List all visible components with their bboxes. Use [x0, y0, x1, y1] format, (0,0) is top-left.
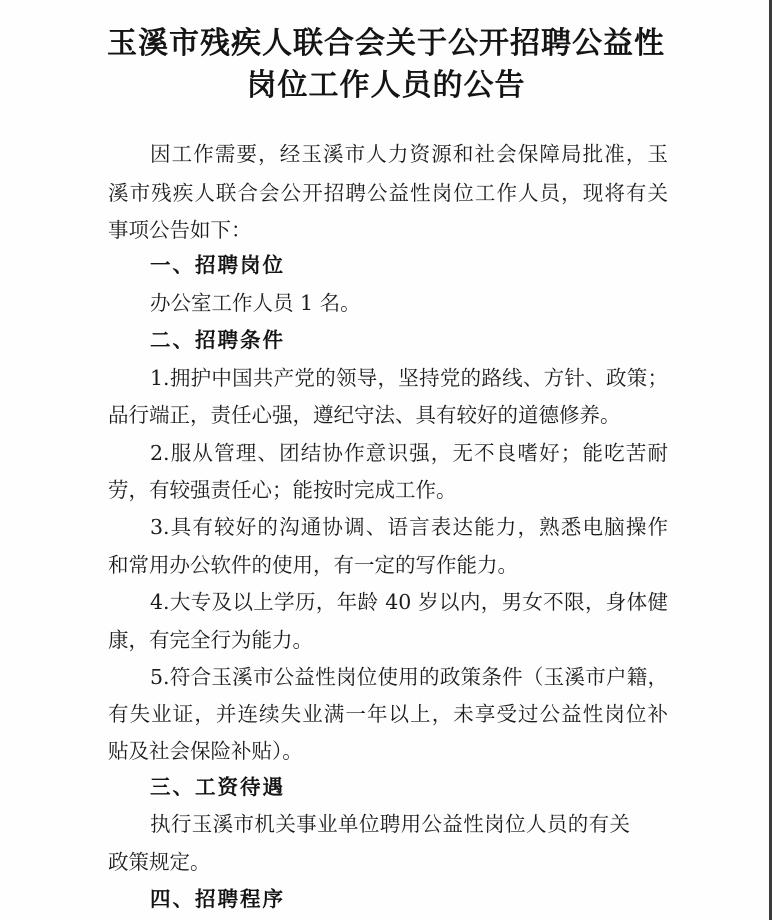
document-title-line-1: 玉溪市残疾人联合会关于公开招聘公益性 — [107, 26, 665, 61]
condition-3-line-1: 3.具有较好的沟通协调、语言表达能力，熟悉电脑操作 — [150, 515, 668, 539]
condition-3-line-2: 和常用办公软件的使用，有一定的写作能力。 — [108, 553, 518, 577]
condition-5-line-1: 5.符合玉溪市公益性岗位使用的政策条件（玉溪市户籍， — [150, 665, 668, 689]
section-1-line-1: 办公室工作人员 1 名。 — [150, 291, 361, 315]
intro-line-3: 事项公告如下： — [108, 218, 252, 242]
condition-4-line-1: 4.大专及以上学历，年龄 40 岁以内，男女不限，身体健 — [150, 590, 668, 614]
document-title-line-2: 岗位工作人员的公告 — [246, 68, 526, 103]
section-3-heading: 三、工资待遇 — [150, 775, 285, 799]
section-1-heading: 一、招聘岗位 — [150, 253, 285, 277]
section-3-line-1: 执行玉溪市机关事业单位聘用公益性岗位人员的有关 — [150, 812, 630, 836]
condition-2-line-1: 2.服从管理、团结协作意识强，无不良嗜好；能吃苦耐 — [150, 441, 668, 465]
intro-line-2: 溪市残疾人联合会公开招聘公益性岗位工作人员，现将有关 — [108, 181, 668, 205]
condition-5-line-3: 贴及社会保险补贴）。 — [108, 739, 303, 763]
condition-4-line-2: 康，有完全行为能力。 — [108, 628, 313, 652]
condition-2-line-2: 劳，有较强责任心；能按时完成工作。 — [108, 478, 457, 502]
condition-1-line-1: 1.拥护中国共产党的领导，坚持党的路线、方针、政策； — [150, 366, 668, 390]
section-2-heading: 二、招聘条件 — [150, 328, 285, 352]
condition-1-line-2: 品行端正，责任心强，遵纪守法、具有较好的道德修养。 — [108, 403, 621, 427]
condition-5-line-2: 有失业证，并连续失业满一年以上，未享受过公益性岗位补 — [108, 702, 668, 726]
intro-line-1: 因工作需要，经玉溪市人力资源和社会保障局批准，玉 — [150, 142, 668, 166]
section-4-heading: 四、招聘程序 — [150, 887, 285, 911]
section-3-line-2: 政策规定。 — [108, 850, 211, 874]
